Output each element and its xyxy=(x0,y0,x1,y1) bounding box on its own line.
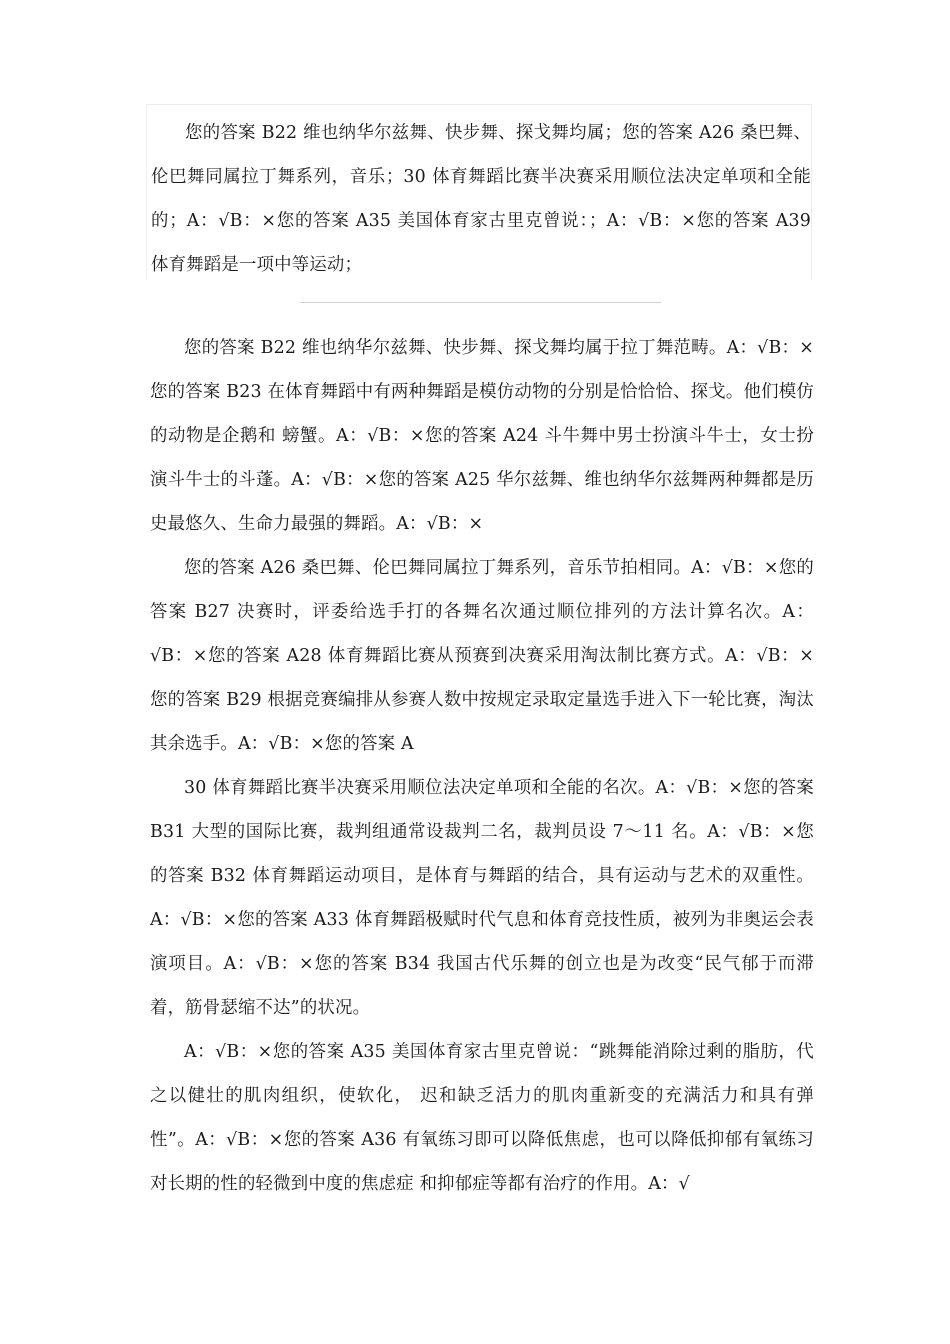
document-body xyxy=(150,326,814,1206)
paragraph-3: 30 体育舞蹈比赛半决赛采用顺位法决定单项和全能的名次。A：√B：×您的答案 B31 大型的国际比赛，裁判组通常设裁判二名，裁判员设 7～11 名。A：√B：×您的答案 B32 体育舞蹈运动项目，是体育与舞蹈的结合，具有运动与艺术的双重性。A：√B：×您的答案 A33 体育舞蹈极赋时代气息和体育竞技性质，被列为非奥运会表演项目。A：√B：×您的答案 B34 我国古代乐舞的创立也是为改变“民气郁于而滞着，筋骨瑟缩不达”的状况。 xyxy=(150,778,814,1018)
paragraph-4: A：√B：×您的答案 A35 美国体育家古里克曾说：“跳舞能消除过剩的脂肪，代之以健壮的肌肉组织，使软化， 迟和缺乏活力的肌肉重新变的充满活力和具有弹性”。A：√B：×您的答案 A36 有氧练习即可以降低焦虑，也可以降低抑郁有氧练习对长期的性的轻微到中度的焦虑症 和抑郁症等都有治疗的作用。A：√ xyxy=(150,1042,814,1194)
summary-box xyxy=(146,104,812,280)
paragraph-1: 您的答案 B22 维也纳华尔兹舞、快步舞、探戈舞均属于拉丁舞范畴。A：√B：×您的答案 B23 在体育舞蹈中有两种舞蹈是模仿动物的分别是恰恰恰、探戈。他们模仿的动物是企鹅和 螃蟹。A：√B：×您的答案 A24 斗牛舞中男士扮演斗牛士，女士扮演斗牛士的斗蓬。A：√B：×您的答案 A25 华尔兹舞、维也纳华尔兹舞两种舞都是历史最悠久、生命力最强的舞蹈。A：√B：× xyxy=(150,338,814,534)
summary-paragraph: 您的答案 B22 维也纳华尔兹舞、快步舞、探戈舞均属；您的答案 A26 桑巴舞、伦巴舞同属拉丁舞系列，音乐；30 体育舞蹈比赛半决赛采用顺位法决定单项和全能的；A：√B：×您的答案 A35 美国体育家古里克曾说：；A：√B：×您的答案 A39 体育舞蹈是一项中等运动； xyxy=(151,123,811,275)
section-divider xyxy=(300,302,661,303)
paragraph-2: 您的答案 A26 桑巴舞、伦巴舞同属拉丁舞系列，音乐节拍相同。A：√B：×您的答案 B27 决赛时，评委给选手打的各舞名次通过顺位排列的方法计算名次。A：√B：×您的答案 A28 体育舞蹈比赛从预赛到决赛采用淘汰制比赛方式。A：√B：×您的答案 B29 根据竞赛编排从参赛人数中按规定录取定量选手进入下一轮比赛，淘汰其余选手。A：√B：×您的答案 A xyxy=(150,558,814,754)
